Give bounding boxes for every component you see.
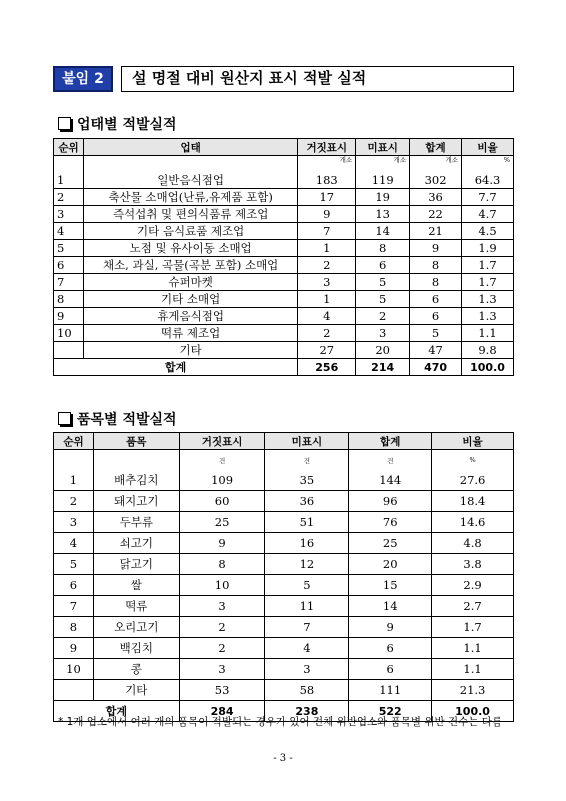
table-cell: 3 xyxy=(54,512,94,533)
table-cell: 1.3 xyxy=(462,291,514,308)
unit-row xyxy=(54,450,514,471)
table-row xyxy=(54,596,514,617)
table-cell: 5 xyxy=(54,240,84,257)
table-cell: 7.7 xyxy=(462,189,514,206)
page-number: - 3 - xyxy=(273,753,293,764)
table-cell: 53 xyxy=(179,680,265,701)
table-cell: 슈퍼마켓 xyxy=(83,274,297,291)
table-row xyxy=(54,274,514,291)
table-cell: 1 xyxy=(54,470,94,491)
table-cell: 즉석섭취 및 편의식품류 제조업 xyxy=(83,206,297,223)
total-cell: 470 xyxy=(410,359,462,376)
table-cell: 3 xyxy=(356,325,410,342)
table-cell: 183 xyxy=(298,172,356,189)
table-cell: 1.1 xyxy=(432,638,514,659)
table-cell: 채소, 과실, 곡물(곡분 포함) 소매업 xyxy=(83,257,297,274)
table-cell: 5 xyxy=(356,274,410,291)
table-cell: 8 xyxy=(410,257,462,274)
table-cell: 4.7 xyxy=(462,206,514,223)
table-cell: 배추김치 xyxy=(93,470,179,491)
total-label: 합계 xyxy=(54,359,298,376)
table-cell: 4 xyxy=(54,533,94,554)
item-table xyxy=(53,432,514,722)
total-cell: 100.0 xyxy=(462,359,514,376)
table-cell: 119 xyxy=(356,172,410,189)
table-cell: 6 xyxy=(349,638,432,659)
col-header: 업태 xyxy=(83,139,297,156)
table-cell: 1.1 xyxy=(462,325,514,342)
table-cell: 6 xyxy=(54,575,94,596)
table-cell: 27 xyxy=(298,342,356,359)
total-cell: 238 xyxy=(265,701,349,722)
table-cell: 콩 xyxy=(93,659,179,680)
total-label: 합계 xyxy=(54,701,180,722)
checkbox-square-icon xyxy=(58,412,71,425)
table-cell: 58 xyxy=(265,680,349,701)
table-cell: 9 xyxy=(298,206,356,223)
table-cell: 두부류 xyxy=(93,512,179,533)
table-cell: 9 xyxy=(349,617,432,638)
table-cell: 10 xyxy=(54,325,84,342)
table-cell: 21 xyxy=(410,223,462,240)
unit-row xyxy=(54,156,514,173)
footnote: * 1개 업소에서 여러 개의 품목이 적발되는 경우가 있어 전체 위반업소와 품목별 위반 건수는 다름 xyxy=(58,716,503,728)
table-cell: 떡류 xyxy=(93,596,179,617)
table-row xyxy=(54,240,514,257)
section2-title: 품목별 적발실적 xyxy=(77,412,177,428)
table-cell: 17 xyxy=(298,189,356,206)
col-header: 순위 xyxy=(54,139,84,156)
table-cell: 109 xyxy=(179,470,265,491)
table-cell: 20 xyxy=(349,554,432,575)
table-cell: 1.3 xyxy=(462,308,514,325)
table-row xyxy=(54,575,514,596)
table-cell: 9 xyxy=(410,240,462,257)
table-cell: 3 xyxy=(54,206,84,223)
total-cell: 214 xyxy=(356,359,410,376)
unit-label: 건 xyxy=(349,450,432,471)
table-cell: 9.8 xyxy=(462,342,514,359)
table-cell: 기타 소매업 xyxy=(83,291,297,308)
col-header: 합계 xyxy=(410,139,462,156)
table-cell: 6 xyxy=(349,659,432,680)
table-cell: 9 xyxy=(179,533,265,554)
table-cell: 8 xyxy=(410,274,462,291)
col-header: 합계 xyxy=(349,433,432,450)
table-cell: 떡류 제조업 xyxy=(83,325,297,342)
table-cell: 3.8 xyxy=(432,554,514,575)
table-cell: 20 xyxy=(356,342,410,359)
unit-label: 개소 xyxy=(298,156,356,173)
table-cell: 27.6 xyxy=(432,470,514,491)
table-cell: 22 xyxy=(410,206,462,223)
table-cell: 6 xyxy=(410,291,462,308)
col-header: 미표시 xyxy=(356,139,410,156)
table-cell: 10 xyxy=(54,659,94,680)
table-cell: 닭고기 xyxy=(93,554,179,575)
table-cell: 19 xyxy=(356,189,410,206)
page-title: 설 명절 대비 원산지 표시 적발 실적 xyxy=(121,66,514,92)
table-cell: 쌀 xyxy=(93,575,179,596)
table-cell: 6 xyxy=(54,257,84,274)
table-cell: 6 xyxy=(410,308,462,325)
table-cell: 18.4 xyxy=(432,491,514,512)
table-cell: 기타 xyxy=(93,680,179,701)
table-header-row xyxy=(54,139,514,156)
table-cell xyxy=(54,342,84,359)
business-type-table xyxy=(53,138,514,376)
table-cell: 144 xyxy=(349,470,432,491)
table-cell: 5 xyxy=(54,554,94,575)
section2-heading xyxy=(58,409,177,429)
table-cell: 14.6 xyxy=(432,512,514,533)
total-cell: 256 xyxy=(298,359,356,376)
table-cell: 36 xyxy=(265,491,349,512)
table-row xyxy=(54,308,514,325)
col-header: 품목 xyxy=(93,433,179,450)
table-cell: 4.5 xyxy=(462,223,514,240)
col-header: 비율 xyxy=(462,139,514,156)
table-cell: 4.8 xyxy=(432,533,514,554)
table-cell: 휴게음식점업 xyxy=(83,308,297,325)
unit-label: 건 xyxy=(179,450,265,471)
table-cell: 기타 xyxy=(83,342,297,359)
table-cell: 1.1 xyxy=(432,659,514,680)
table-cell: 2 xyxy=(298,325,356,342)
total-cell: 284 xyxy=(179,701,265,722)
table-cell: 4 xyxy=(54,223,84,240)
table-cell: 25 xyxy=(349,533,432,554)
table-cell: 64.3 xyxy=(462,172,514,189)
table-cell: 302 xyxy=(410,172,462,189)
col-header: 거짓표시 xyxy=(298,139,356,156)
table-cell: 5 xyxy=(356,291,410,308)
table-row xyxy=(54,659,514,680)
table-cell: 12 xyxy=(265,554,349,575)
table-header-row xyxy=(54,433,514,450)
table-row xyxy=(54,470,514,491)
table-cell: 축산물 소매업(난류,유제품 포함) xyxy=(83,189,297,206)
table-cell: 6 xyxy=(356,257,410,274)
table-cell: 3 xyxy=(298,274,356,291)
table-cell: 2 xyxy=(179,617,265,638)
table-cell: 3 xyxy=(265,659,349,680)
table-row xyxy=(54,257,514,274)
checkbox-square-icon xyxy=(58,117,71,130)
table-cell: 오리고기 xyxy=(93,617,179,638)
table-cell: 51 xyxy=(265,512,349,533)
table-cell: 7 xyxy=(298,223,356,240)
table-cell: 96 xyxy=(349,491,432,512)
unit-label: % xyxy=(462,156,514,173)
table-cell: 16 xyxy=(265,533,349,554)
table-cell: 5 xyxy=(410,325,462,342)
table-cell: 돼지고기 xyxy=(93,491,179,512)
col-header: 비율 xyxy=(432,433,514,450)
table-row xyxy=(54,291,514,308)
table-cell: 3 xyxy=(179,659,265,680)
table-cell: 4 xyxy=(265,638,349,659)
table-row xyxy=(54,172,514,189)
table-cell: 4 xyxy=(298,308,356,325)
table-cell: 2 xyxy=(179,638,265,659)
unit-label: % xyxy=(432,450,514,471)
table-row xyxy=(54,206,514,223)
table-cell: 11 xyxy=(265,596,349,617)
total-row xyxy=(54,359,514,376)
total-cell: 522 xyxy=(349,701,432,722)
table-cell: 1.9 xyxy=(462,240,514,257)
table-cell: 7 xyxy=(265,617,349,638)
table-cell: 60 xyxy=(179,491,265,512)
table-cell: 25 xyxy=(179,512,265,533)
appendix-badge: 붙임 2 xyxy=(53,66,113,92)
table-row xyxy=(54,533,514,554)
table-cell: 9 xyxy=(54,638,94,659)
unit-label: 건 xyxy=(265,450,349,471)
table-cell: 1 xyxy=(298,291,356,308)
table-cell: 3 xyxy=(179,596,265,617)
table-row xyxy=(54,638,514,659)
table-cell: 1 xyxy=(298,240,356,257)
unit-label: 개소 xyxy=(410,156,462,173)
table-cell: 2 xyxy=(298,257,356,274)
table-cell: 36 xyxy=(410,189,462,206)
table-cell: 백김치 xyxy=(93,638,179,659)
table-cell: 8 xyxy=(54,617,94,638)
table-cell: 8 xyxy=(356,240,410,257)
table-cell: 2.9 xyxy=(432,575,514,596)
table-cell: 1.7 xyxy=(462,257,514,274)
table-row xyxy=(54,491,514,512)
section1-title: 업태별 적발실적 xyxy=(77,117,177,133)
table-cell: 7 xyxy=(54,596,94,617)
table-cell: 1.7 xyxy=(462,274,514,291)
table-cell: 7 xyxy=(54,274,84,291)
table-cell: 9 xyxy=(54,308,84,325)
table-row xyxy=(54,189,514,206)
unit-label: 개소 xyxy=(356,156,410,173)
table-row xyxy=(54,342,514,359)
col-header: 순위 xyxy=(54,433,94,450)
table-cell: 111 xyxy=(349,680,432,701)
table-row xyxy=(54,680,514,701)
table-cell: 1.7 xyxy=(432,617,514,638)
section1-heading xyxy=(58,114,177,134)
table-cell: 10 xyxy=(179,575,265,596)
table-cell: 2.7 xyxy=(432,596,514,617)
table-cell: 기타 음식료품 제조업 xyxy=(83,223,297,240)
table-cell: 76 xyxy=(349,512,432,533)
col-header: 미표시 xyxy=(265,433,349,450)
table-cell: 14 xyxy=(349,596,432,617)
table-cell: 노점 및 유사이동 소매업 xyxy=(83,240,297,257)
table-cell: 2 xyxy=(54,491,94,512)
title-bar xyxy=(53,66,514,92)
table-cell: 14 xyxy=(356,223,410,240)
table-cell: 쇠고기 xyxy=(93,533,179,554)
table-cell: 35 xyxy=(265,470,349,491)
table-row xyxy=(54,223,514,240)
total-cell: 100.0 xyxy=(432,701,514,722)
table-cell: 5 xyxy=(265,575,349,596)
table-cell: 13 xyxy=(356,206,410,223)
table-cell: 일반음식점업 xyxy=(83,172,297,189)
table-row xyxy=(54,325,514,342)
table-cell: 8 xyxy=(54,291,84,308)
table-cell: 21.3 xyxy=(432,680,514,701)
table-cell: 8 xyxy=(179,554,265,575)
table-cell: 2 xyxy=(356,308,410,325)
col-header: 거짓표시 xyxy=(179,433,265,450)
table-row xyxy=(54,512,514,533)
table-cell: 2 xyxy=(54,189,84,206)
table-row xyxy=(54,554,514,575)
table-cell: 15 xyxy=(349,575,432,596)
table-cell: 47 xyxy=(410,342,462,359)
table-cell: 1 xyxy=(54,172,84,189)
table-row xyxy=(54,617,514,638)
table-cell xyxy=(54,680,94,701)
